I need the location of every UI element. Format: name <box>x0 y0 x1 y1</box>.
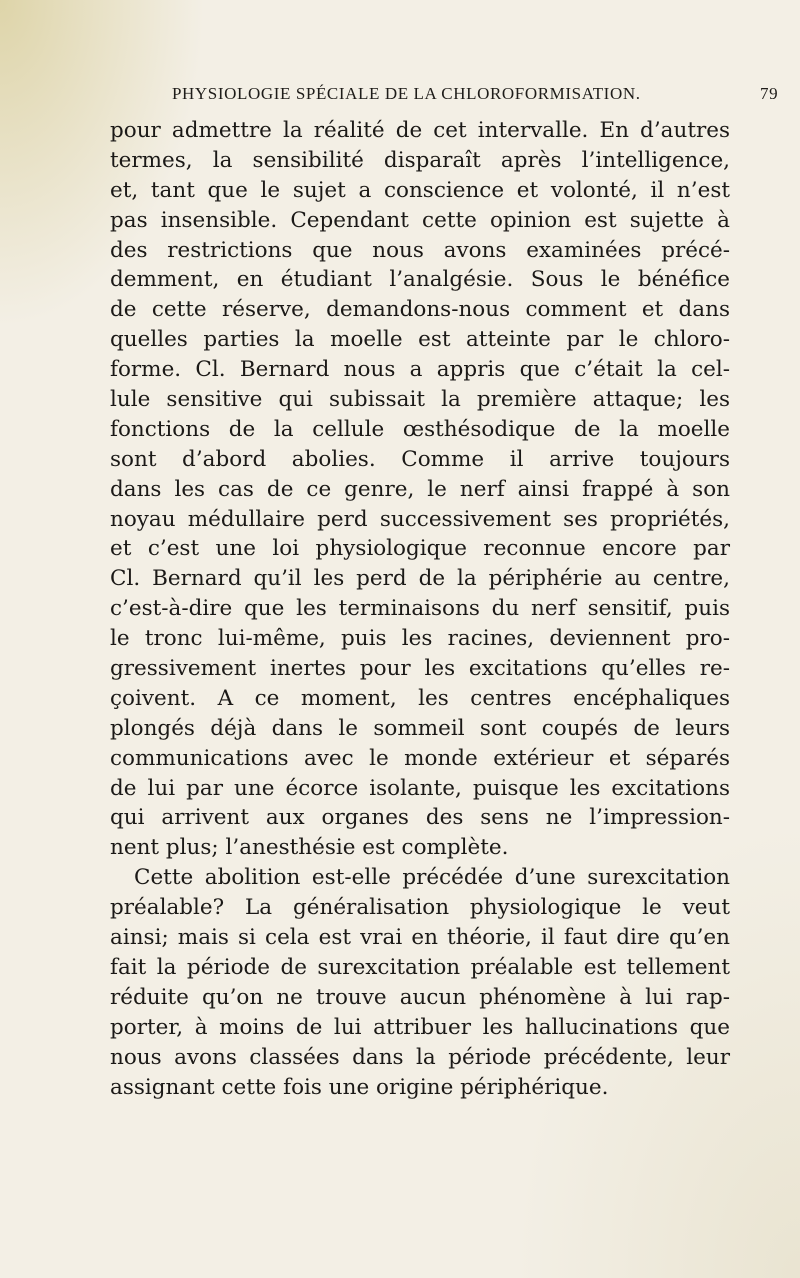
text-line: noyau médullaire perd successivement ses propriétés, <box>110 506 730 532</box>
text-line: fonctions de la cellule œsthésodique de la moelle <box>110 416 730 442</box>
text-line: préalable? La généralisation physiologique le veut <box>110 895 730 921</box>
text-line: ainsi; mais si cela est vrai en théorie, il faut dire qu’en <box>110 925 730 951</box>
text-line: demment, en étudiant l’analgésie. Sous le bénéfice <box>110 267 730 293</box>
text-line: qui arrivent aux organes des sens ne l’impression- <box>110 805 730 831</box>
text-line: porter, à moins de lui attribuer les hallucinations que <box>110 1014 730 1040</box>
text-line: réduite qu’on ne trouve aucun phénomène à lui rap- <box>110 984 730 1010</box>
text-line: Cl. Bernard qu’il les perd de la périphérie au centre, <box>110 566 730 592</box>
paragraph-end-line: assignant cette fois une origine périphérique. <box>110 1074 609 1100</box>
text-line: de lui par une écorce isolante, puisque les excitations <box>110 775 730 801</box>
text-line: sont d’abord abolies. Comme il arrive toujours <box>110 446 730 472</box>
text-line: communications avec le monde extérieur et séparés <box>110 745 730 771</box>
text-line: çoivent. A ce moment, les centres encéphaliques <box>110 685 730 711</box>
text-line: le tronc lui-même, puis les racines, deviennent pro- <box>110 626 730 652</box>
text-line: gressivement inertes pour les excitations qu’elles re- <box>110 656 730 682</box>
text-line: de cette réserve, demandons-nous comment et dans <box>110 297 730 323</box>
text-line: dans les cas de ce genre, le nerf ainsi frappé à son <box>110 476 730 502</box>
text-line: pour admettre la réalité de cet intervalle. En d’autres <box>110 118 730 143</box>
text-line: fait la période de surexcitation préalable est tellement <box>110 954 730 980</box>
text-line: quelles parties la moelle est atteinte par le chloro- <box>110 327 730 353</box>
text-line: et c’est une loi physiologique reconnue encore par <box>110 536 730 562</box>
text-line: nous avons classées dans la période précédente, leur <box>110 1044 730 1070</box>
text-line: c’est-à-dire que les terminaisons du nerf sensitif, puis <box>110 596 730 622</box>
text-line: plongés déjà dans le sommeil sont coupés de leurs <box>110 715 730 741</box>
text-line: forme. Cl. Bernard nous a appris que c’était la cel- <box>110 357 730 383</box>
text-line: termes, la sensibilité disparaît après l’intelligence, <box>110 147 730 173</box>
page-number: 79 <box>760 84 779 103</box>
text-line: des restrictions que nous avons examinées précé- <box>110 237 730 263</box>
text-line: pas insensible. Cependant cette opinion est sujette à <box>110 207 730 233</box>
paragraph-start-line: Cette abolition est-elle précédée d’une surexcitation <box>134 865 730 891</box>
body-text <box>110 116 730 1102</box>
running-head-title: PHYSIOLOGIE SPÉCIALE DE LA CHLOROFORMISATION. <box>172 84 641 103</box>
text-line: et, tant que le sujet a conscience et volonté, il n’est <box>110 177 730 203</box>
running-head <box>172 84 779 104</box>
text-line: lule sensitive qui subissait la première attaque; les <box>110 387 730 413</box>
paragraph-end-line: nent plus; l’anesthésie est complète. <box>110 835 509 861</box>
